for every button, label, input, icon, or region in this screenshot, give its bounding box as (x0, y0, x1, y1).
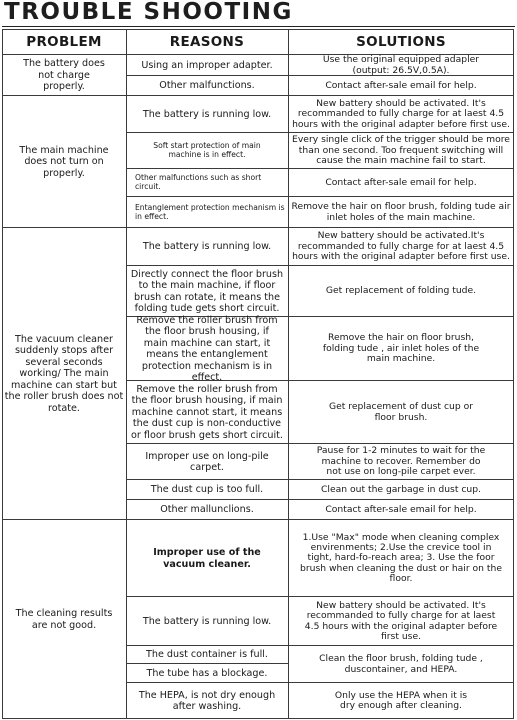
solution-cell: Contact after-sale email for help. (325, 503, 477, 515)
solution-cell: Clean the floor brush, folding tude , duscontainer, and HEPA. (319, 653, 483, 675)
header-solutions: SOLUTIONS (356, 33, 446, 50)
reason-cell: The battery is running low. (142, 615, 272, 627)
reason-cell: Other mallunclions. (160, 504, 254, 516)
reason-cell: Other malfunctions. (159, 80, 255, 92)
solution-cell: Get replacement of folding tude. (325, 285, 477, 297)
page-title: TROUBLE SHOOTING (4, 0, 293, 25)
reason-cell: Remove the roller brush from the floor brush housing, if main machine can start, it means the entanglement protection mechanism is in effect. (136, 314, 278, 383)
reason-cell: Remove the roller brush from the floor brush housing, if main machine cannot start, it means the dust cup is non-conductive or floor brush gets short circuit. (131, 383, 283, 441)
reason-cell: The tube has a blockage. (146, 667, 268, 679)
solution-cell: Every single click of the trigger should be more than one second. Too frequent switching will cause the main machine fail to start. (292, 134, 510, 167)
solution-cell: New battery should be activated. It's recommanded to fully charge for at laest 4.5 hours with the original adapter before first use. (304, 599, 498, 642)
problem-cell: The cleaning results are not good. (15, 608, 113, 631)
solution-cell: Use the original equipped adapler (output: 26.5V,0.5A). (322, 54, 480, 76)
header-reasons: REASONS (169, 33, 245, 50)
reason-cell: Using an improper adapter. (141, 59, 273, 71)
solution-cell: Get replacement of dust cup or floor brush. (329, 401, 473, 423)
problem-cell: The vacuum cleaner suddenly stops after several seconds working/ The main machine can start but the roller brush does not rotate. (4, 333, 124, 414)
solution-cell: Contact after-sale email for help. (325, 79, 477, 91)
solution-cell: Contact after-sale email for help. (325, 176, 477, 188)
title-underline (2, 26, 515, 27)
reason-cell: Other malfunctions such as short circuit. (135, 173, 262, 191)
solution-cell: Remove the hair on floor brush, folding tude air inlet holes of the main machine. (291, 201, 511, 223)
solution-cell: Remove the hair on floor brush, folding tude , air inlet holes of the main machine. (322, 332, 480, 365)
solution-cell: New battery should be activated.It's recommanded to fully charge for at laest 4.5 hours with the original adapter before first use. (292, 230, 510, 263)
solution-cell: Only use the HEPA when it is dry enough after cleaning. (334, 689, 468, 711)
reason-cell: The battery is running low. (142, 241, 272, 253)
solution-cell: New battery should be activated. It's recommanded to fully charge for at laest 4.5 hours with the original adapter before first use. (292, 97, 510, 130)
solution-cell: Clean out the garbage in dust cup. (321, 483, 481, 495)
troubleshooting-table (2, 29, 514, 719)
reason-cell: Directly connect the floor brush to the main machine, if floor brush can rotate, it means the folding tude gets short circuit. (130, 268, 284, 314)
solution-cell: Pause for 1-2 minutes to wait for the machine to recover. Remember do not use on long-pile carpet ever. (316, 445, 486, 478)
reason-cell: The dust cup is too full. (150, 484, 264, 496)
solution-cell: 1.Use "Max" mode when cleaning complex envirenments; 2.Use the crevice tool in tight, hard-fo-reach area; 3. Use the foor brush when cleaning the dust or hair on the floor. (300, 531, 502, 585)
reason-cell: Entanglement protection mechanism is in effect. (135, 202, 285, 221)
reason-cell: Improper use on long-pile carpet. (145, 450, 269, 473)
reason-cell: Improper use of the vacuum cleaner. (153, 547, 261, 570)
reason-cell: The dust container is full. (146, 649, 268, 661)
header-problem: PROBLEM (26, 33, 102, 50)
reason-cell: The battery is running low. (142, 108, 272, 120)
reason-cell: Soft start protection of main machine is in effect. (153, 141, 261, 159)
problem-cell: The battery does not charge properly. (23, 58, 105, 93)
problem-cell: The main machine does not turn on properly. (19, 144, 109, 179)
reason-cell: The HEPA, is not dry enough after washing. (138, 689, 276, 712)
